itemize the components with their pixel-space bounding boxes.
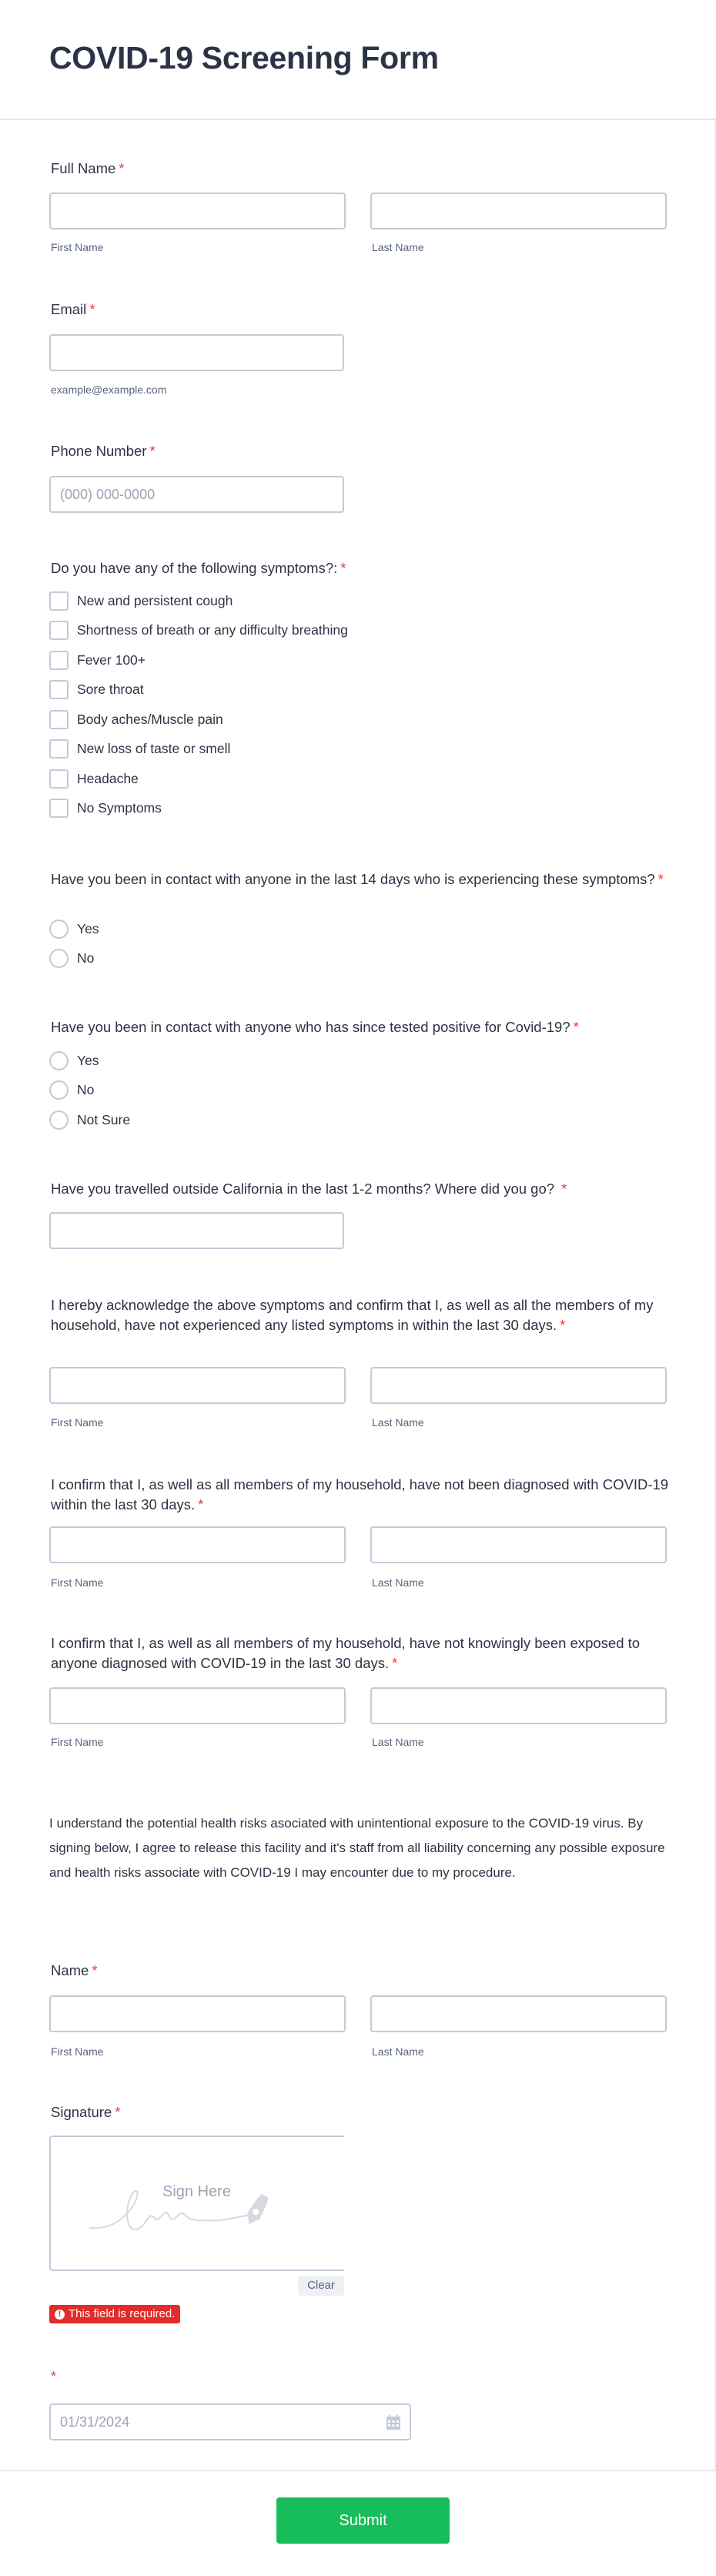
checkbox[interactable] [49, 710, 69, 729]
sign-here-placeholder: Sign Here [162, 2183, 231, 2200]
checkbox[interactable] [49, 769, 69, 789]
email-input[interactable] [49, 334, 344, 371]
exposed-last-input[interactable] [370, 1687, 667, 1724]
symptoms-option[interactable] [49, 799, 162, 819]
checkbox[interactable] [49, 739, 69, 759]
symptoms-option[interactable] [49, 709, 223, 729]
radio-button[interactable] [49, 1110, 69, 1130]
option-label: New loss of taste or smell [77, 741, 231, 756]
required-mark: * [119, 160, 125, 176]
required-mark: * [560, 1317, 566, 1333]
required-mark: * [561, 1181, 567, 1197]
checkbox[interactable] [49, 680, 69, 699]
required-mark: * [92, 1962, 98, 1978]
travel-input[interactable] [49, 1212, 344, 1249]
required-mark: * [51, 2369, 57, 2384]
option-label: No Symptoms [77, 800, 162, 816]
required-mark: * [340, 560, 346, 576]
label-text: Have you travelled outside California in the last 1-2 months? Where did you go? [51, 1181, 559, 1197]
label-text: Email [51, 301, 87, 317]
required-mark: * [149, 443, 156, 459]
option-label: New and persistent cough [77, 592, 233, 608]
checkbox[interactable] [49, 621, 69, 640]
label-text: I confirm that I, as well as all members of my household, have not been diagnosed with COVID-19 within the last 30 days. [51, 1476, 669, 1512]
option-label: Yes [77, 1052, 99, 1068]
first-name-sublabel: First Name [51, 1416, 104, 1429]
label-text: Phone Number [51, 443, 147, 459]
diagnosed-first-input[interactable] [49, 1526, 346, 1563]
submit-button[interactable]: Submit [276, 2497, 450, 2544]
option-label: Headache [77, 770, 139, 786]
positive-option[interactable] [49, 1110, 130, 1130]
contact-option[interactable] [49, 919, 99, 939]
error-text: This field is required. [69, 2307, 176, 2320]
label-text: I confirm that I, as well as all members of my household, have not knowingly been exposed to anyone diagnosed with COVID-19 in the last 30 days. [51, 1635, 641, 1671]
first-name-sublabel: First Name [51, 1576, 104, 1589]
last-name-input[interactable] [370, 193, 667, 229]
first-name-sublabel: First Name [51, 1736, 104, 1748]
form-header [0, 0, 716, 120]
alert-icon: ! [55, 2310, 65, 2320]
symptoms-option[interactable] [49, 739, 230, 759]
positive-label [51, 1017, 674, 1037]
error-badge [49, 2305, 180, 2323]
label-text: Full Name [51, 160, 116, 176]
checkbox[interactable] [49, 651, 69, 670]
symptoms-option[interactable] [49, 621, 348, 641]
radio-button[interactable] [49, 1080, 69, 1100]
last-name-sublabel: Last Name [372, 1736, 424, 1748]
disclaimer-text: I understand the potential health risks asociated with unintentional exposure to the COVID-19 virus. By signing below, I agree to release this facility and it's staff from all liability concerning any possible exposure and health risks associate with COVID-19 I may encounter due to my procedure. [49, 1816, 665, 1880]
diagnosed-last-input[interactable] [370, 1526, 667, 1563]
checkbox[interactable] [49, 799, 69, 818]
required-mark: * [392, 1655, 398, 1671]
acknowledge-label [51, 1295, 674, 1335]
date-input[interactable] [49, 2403, 411, 2440]
option-label: Not Sure [77, 1111, 131, 1127]
phone-input[interactable]: (000) 000-0000 [49, 476, 344, 513]
symptoms-option[interactable] [49, 769, 139, 789]
signature-pad[interactable] [49, 2136, 344, 2271]
option-label: Sore throat [77, 682, 144, 697]
name-label [51, 1961, 674, 1981]
first-name-input[interactable] [49, 193, 346, 229]
contact-label [51, 869, 674, 889]
exposed-first-input[interactable] [49, 1687, 346, 1724]
required-mark: * [657, 871, 664, 887]
option-label: No [77, 1082, 95, 1097]
signature-label [51, 2102, 674, 2122]
required-mark: * [198, 1496, 204, 1512]
first-name-sublabel: First Name [51, 241, 104, 253]
positive-option[interactable] [49, 1080, 94, 1100]
option-label: Body aches/Muscle pain [77, 711, 223, 727]
option-label: Fever 100+ [77, 652, 146, 668]
contact-option[interactable] [49, 949, 94, 969]
radio-button[interactable] [49, 949, 69, 968]
full-name-label [51, 159, 674, 179]
label-text: Have you been in contact with anyone in the last 14 days who is experiencing these symptoms? [51, 871, 655, 887]
label-text: I hereby acknowledge the above symptoms and confirm that I, as well as all the members of my household, have not experienced any listed symptoms in within the last 30 days. [51, 1297, 654, 1333]
label-text: Do you have any of the following symptoms?: [51, 560, 338, 576]
phone-label [51, 441, 674, 461]
email-label [51, 300, 674, 320]
option-label: Shortness of breath or any difficulty breathing [77, 622, 348, 638]
option-label: No [77, 950, 95, 966]
email-sublabel: example@example.com [51, 384, 167, 396]
footer-divider [0, 2470, 716, 2471]
required-mark: * [115, 2104, 121, 2120]
date-placeholder: 01/31/2024 [60, 2414, 130, 2430]
last-name-sublabel: Last Name [372, 1576, 424, 1589]
checkbox[interactable] [49, 591, 69, 611]
form-title: COVID-19 Screening Form [49, 40, 439, 75]
required-mark: * [89, 301, 95, 317]
clear-signature-button[interactable]: Clear [298, 2276, 344, 2296]
travel-label [51, 1179, 674, 1199]
calendar-icon[interactable] [386, 2415, 400, 2430]
label-text: Name [51, 1962, 89, 1978]
symptoms-option[interactable] [49, 680, 144, 700]
required-mark: * [573, 1019, 579, 1035]
last-name-sublabel: Last Name [372, 2045, 424, 2058]
radio-button[interactable] [49, 1051, 69, 1070]
label-text: Have you been in contact with anyone who has since tested positive for Covid-19? [51, 1019, 570, 1035]
option-label: Yes [77, 920, 99, 936]
positive-option[interactable] [49, 1050, 99, 1070]
radio-button[interactable] [49, 920, 69, 939]
last-name-sublabel: Last Name [372, 1416, 424, 1429]
symptoms-option[interactable] [49, 591, 233, 611]
diagnosed-label [51, 1475, 674, 1515]
label-text: Signature [51, 2104, 112, 2120]
exposed-label [51, 1633, 674, 1673]
last-name-sublabel: Last Name [372, 241, 424, 253]
name-first-input[interactable] [49, 1995, 346, 2032]
acknowledge-last-input[interactable] [370, 1367, 667, 1404]
symptoms-label [51, 558, 674, 578]
first-name-sublabel: First Name [51, 2045, 104, 2058]
signature-scribble-icon [85, 2176, 309, 2245]
name-last-input[interactable] [370, 1995, 667, 2032]
symptoms-option[interactable] [49, 650, 146, 670]
acknowledge-first-input[interactable] [49, 1367, 346, 1404]
